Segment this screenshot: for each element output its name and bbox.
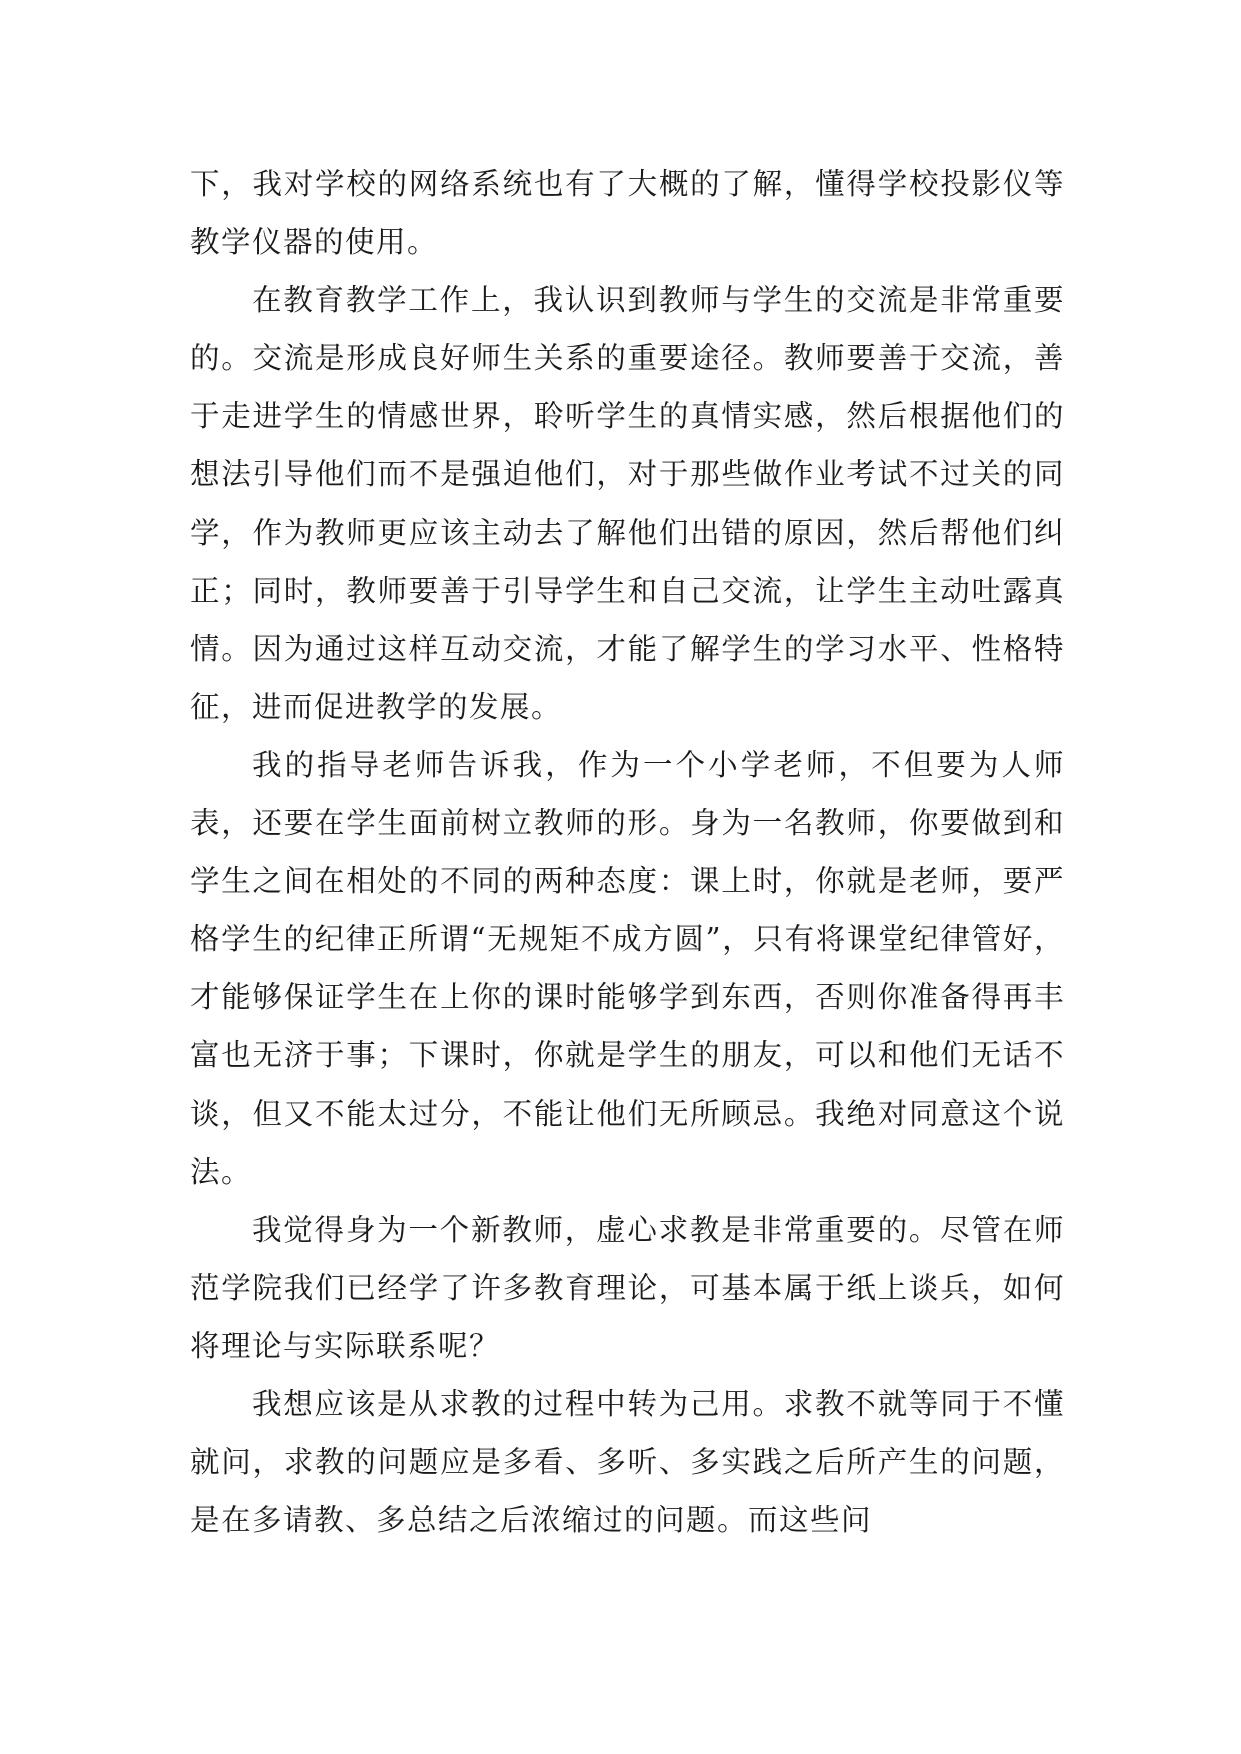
paragraph-1: 下，我对学校的网络系统也有了大概的了解，懂得学校投影仪等教学仪器的使用。 xyxy=(190,167,1065,260)
paragraph-5: 我想应该是从求教的过程中转为己用。求教不就等同于不懂就问，求教的问题应是多看、多听、多实践之后所产生的问题，是在多请教、多总结之后浓缩过的问题。而这些问 xyxy=(190,1386,1065,1538)
paragraph-4: 我觉得身为一个新教师，虚心求教是非常重要的。尽管在师范学院我们已经学了许多教育理论，可基本属于纸上谈兵，如何将理论与实际联系呢？ xyxy=(190,1212,1065,1363)
paragraph-3: 我的指导老师告诉我，作为一个小学老师，不但要为人师表，还要在学生面前树立教师的形。身为一名教师，你要做到和学生之间在相处的不同的两种态度：课上时，你就是老师，要严格学生的纪律正所谓“无规矩不成方圆”，只有将课堂纪律管好，才能够保证学生在上你的课时能够学到东西，否则你准备得再丰富也无济于事；下课时，你就是学生的朋友，可以和他们无话不谈，但又不能太过分，不能让他们无所顾忌。我绝对同意这个说法。 xyxy=(190,747,1065,1189)
document-body xyxy=(190,155,1065,1549)
paragraph-2: 在教育教学工作上，我认识到教师与学生的交流是非常重要的。交流是形成良好师生关系的重要途径。教师要善于交流，善于走进学生的情感世界，聆听学生的真情实感，然后根据他们的想法引导他们而不是强迫他们，对于那些做作业考试不过关的同学，作为教师更应该主动去了解他们出错的原因，然后帮他们纠正；同时，教师要善于引导学生和自己交流，让学生主动吐露真情。因为通过这样互动交流，才能了解学生的学习水平、性格特征，进而促进教学的发展。 xyxy=(190,283,1065,724)
